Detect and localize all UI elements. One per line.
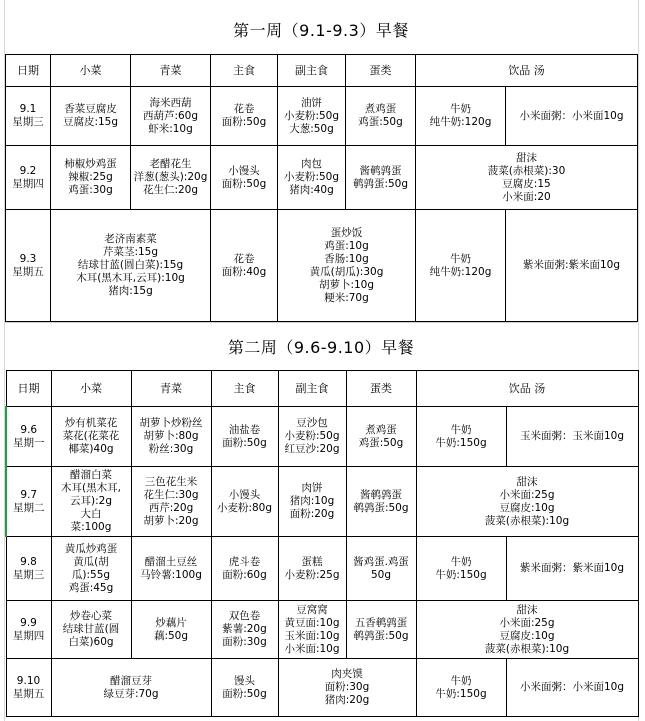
week1-title: 第一周（9.1-9.3）早餐 [233, 21, 409, 40]
drink-soup-cell: 甜沫 小米面:25g 豆腐皮:10g 菠菜(赤根菜):10g [416, 467, 638, 537]
date-cell: 9.1 星期三 [6, 87, 51, 146]
section-divider [5, 322, 637, 323]
side-dish-cell: 炒有机菜花 菜花(花菜花 椰菜)40g [51, 407, 131, 467]
table-row [6, 467, 638, 537]
vegetable-cell: 醋溜土豆丝 马铃薯:100g [131, 537, 211, 601]
secondary-staple-cell: 蛋炒饭 鸡蛋:10g 香肠:10g 黄瓜(胡瓜):30g 胡萝卜:10g 粳米:70g [278, 210, 416, 322]
header-secondary-staple: 副主食 [278, 55, 346, 87]
side-dish-cell: 香菜豆腐皮 豆腐皮:15g [51, 87, 131, 146]
drink-cell: 牛奶 纯牛奶:120g [416, 210, 506, 322]
secondary-staple-cell: 豆窝窝 黄豆面:10g 玉米面:10g 小米面:10g [278, 601, 346, 659]
secondary-staple-cell: 蛋糕 小麦粉:25g [278, 537, 346, 601]
soup-cell: 小米面粥：小米面10g [506, 87, 638, 146]
soup-cell: 玉米面粥：玉米面10g [506, 407, 638, 467]
side-dish-cell: 黄瓜炒鸡蛋 黄瓜(胡 瓜):55g 鸡蛋:45g [51, 537, 131, 601]
soup-cell: 紫米面粥：紫米面10g [506, 537, 638, 601]
drink-cell: 牛奶 牛奶:150g [416, 537, 506, 601]
vegetable-cell: 炒藕片 藕:50g [131, 601, 211, 659]
vegetable-cell: 老醋花生 洋葱(葱头):20g 花生仁:20g [131, 146, 211, 210]
eggs-cell: 五香鹌鹑蛋 鹌鹑蛋:50g [346, 601, 416, 659]
drink-cell: 牛奶 牛奶:150g [416, 407, 506, 467]
eggs-cell: 煮鸡蛋 鸡蛋:50g [346, 87, 416, 146]
eggs-cell: 酱鸡蛋.鸡蛋 50g [346, 537, 416, 601]
side-dish-cell: 醋溜豆芽 绿豆芽:70g [51, 659, 211, 717]
drink-cell: 牛奶 纯牛奶:120g [416, 87, 506, 146]
date-cell: 9.8 星期三 [6, 537, 51, 601]
table-row [6, 210, 638, 322]
staple-cell: 油盐卷 面粉:50g [211, 407, 278, 467]
header-drinks-soup: 饮品 汤 [416, 55, 638, 87]
table-row [6, 407, 638, 467]
eggs-cell: 酱鹌鹑蛋 鹌鹑蛋:50g [346, 146, 416, 210]
header-eggs: 蛋类 [346, 55, 416, 87]
table-row [6, 659, 638, 717]
table-row [6, 146, 638, 210]
side-dish-cell: 醋溜白菜 木耳(黑木耳, 云耳):2g 大白 菜:100g [51, 467, 131, 537]
staple-cell: 虎斗卷 面粉:60g [211, 537, 278, 601]
header-secondary-staple: 副主食 [278, 371, 346, 407]
drink-soup-cell: 甜沫 菠菜(赤根菜):30 豆腐皮:15 小米面:20 [416, 146, 638, 210]
table-row [6, 601, 638, 659]
header-staple: 主食 [211, 371, 278, 407]
staple-cell: 双色卷 紫薯:20g 面粉:30g [211, 601, 278, 659]
week2-title: 第二周（9.6-9.10）早餐 [227, 338, 415, 357]
secondary-staple-cell: 豆沙包 小麦粉:50g 红豆沙:20g [278, 407, 346, 467]
secondary-staple-cell: 肉包 小麦粉:50g 猪肉:40g [278, 146, 346, 210]
header-staple: 主食 [211, 55, 278, 87]
table-row [6, 537, 638, 601]
vegetable-cell: 三色花生米 花生仁:30g 西芹:20g 胡萝卜:20g [131, 467, 211, 537]
staple-cell: 小馒头 面粉:50g [211, 146, 278, 210]
header-vegetable: 青菜 [131, 371, 211, 407]
staple-cell: 小馒头 小麦粉:80g [211, 467, 278, 537]
vegetable-cell: 海米西葫 西葫芦:60g 虾米:10g [131, 87, 211, 146]
staple-cell: 花卷 面粉:50g [211, 87, 278, 146]
eggs-cell: 煮鸡蛋 鸡蛋:50g [346, 407, 416, 467]
date-cell: 9.7 星期二 [6, 467, 51, 537]
drink-soup-cell: 甜沫 小米面:25g 豆腐皮:10g 菠菜(赤根菜):10g [416, 601, 638, 659]
date-cell: 9.2 星期四 [6, 146, 51, 210]
header-side-dish: 小菜 [51, 371, 131, 407]
header-side-dish: 小菜 [51, 55, 131, 87]
week1-table [5, 54, 638, 322]
soup-cell: 紫米面粥:紫米面10g [506, 210, 638, 322]
vegetable-cell: 胡萝卜炒粉丝 胡萝卜:80g 粉丝:30g [131, 407, 211, 467]
side-dish-cell: 炒卷心菜 结球甘蓝(圆 白菜)60g [51, 601, 131, 659]
week2-header-row [6, 371, 638, 407]
header-date: 日期 [6, 371, 51, 407]
staple-cell: 花卷 面粉:40g [211, 210, 278, 322]
eggs-cell: 酱鹌鹑蛋 鹌鹑蛋:50g [346, 467, 416, 537]
header-eggs: 蛋类 [346, 371, 416, 407]
week2-table [5, 370, 639, 717]
header-date: 日期 [6, 55, 51, 87]
header-drinks-soup: 饮品 汤 [416, 371, 638, 407]
date-cell: 9.3 星期五 [6, 210, 51, 322]
secondary-staple-cell: 肉夹馍 面粉:30g 猪肉:20g [278, 659, 416, 717]
date-cell: 9.6 星期一 [6, 407, 51, 467]
side-dish-cell: 老济南素菜 芹菜茎:15g 结球甘蓝(圆白菜):15g 木耳(黑木耳,云耳):10g 猪肉:15g [51, 210, 211, 322]
date-cell: 9.10 星期五 [6, 659, 51, 717]
header-vegetable: 青菜 [131, 55, 211, 87]
secondary-staple-cell: 油饼 小麦粉:50g 大葱:50g [278, 87, 346, 146]
table-row [6, 87, 638, 146]
staple-cell: 馒头 面粉:50g [211, 659, 278, 717]
soup-cell: 小米面粥：小米面10g [506, 659, 638, 717]
drink-cell: 牛奶 牛奶:150g [416, 659, 506, 717]
date-cell: 9.9 星期四 [6, 601, 51, 659]
week1-header-row [6, 55, 638, 87]
side-dish-cell: 柿椒炒鸡蛋 辣椒:25g 鸡蛋:30g [51, 146, 131, 210]
secondary-staple-cell: 肉饼 猪肉:10g 面粉:20g [278, 467, 346, 537]
